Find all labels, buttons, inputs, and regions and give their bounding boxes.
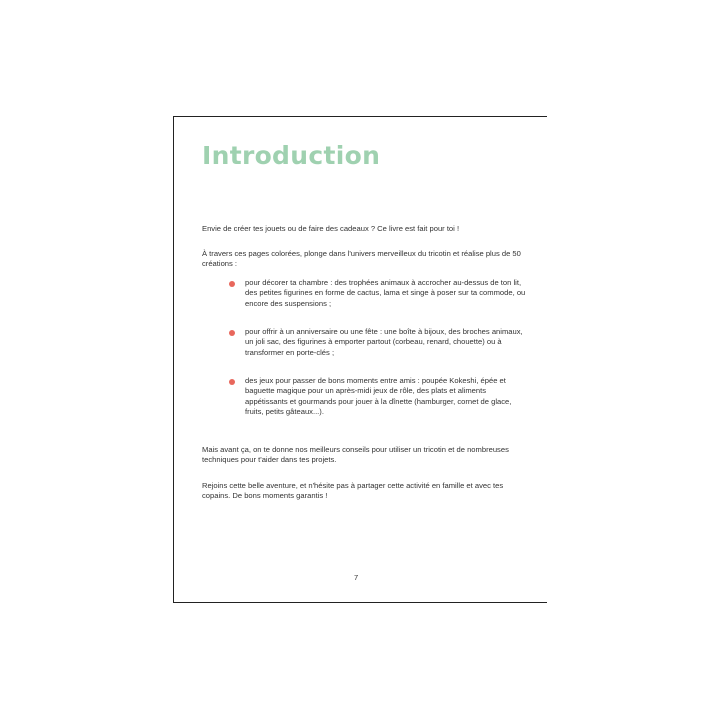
book-page (173, 116, 547, 603)
intro-paragraph: Envie de créer tes jouets ou de faire des cadeaux ? Ce livre est fait pour toi ! (202, 224, 460, 233)
list-item (245, 376, 529, 418)
list-item-text: pour décorer ta chambre : des trophées animaux à accrocher au-dessus de ton lit, des petites figurines en forme de cactus, lama et singe à poser sur ta commode, ou encore des suspensions ; (245, 278, 526, 308)
list-item (245, 278, 529, 309)
closing-paragraph: Rejoins cette belle aventure, et n'hésite pas à partager cette activité en famille et avec tes copains. De bons moments garantis ! (202, 481, 504, 501)
lead-paragraph: À travers ces pages colorées, plonge dans l'univers merveilleux du tricotin et réalise plus de 50 créations : (202, 249, 521, 269)
bullet-dot-icon (229, 379, 235, 385)
list-item-text: des jeux pour passer de bons moments entre amis : poupée Kokeshi, épée et baguette magique pour un après-midi jeux de rôle, des plats et aliments appétissants et gourmands pour jouer à la dînette (hamburger, cornet de glace, fruits, petits gâteaux...). (245, 376, 512, 417)
list-item-text: pour offrir à un anniversaire ou une fête : une boîte à bijoux, des broches animaux, un joli sac, des figurines à emporter partout (corbeau, renard, chouette) ou à transformer en porte-clés ; (245, 327, 523, 357)
bullet-dot-icon (229, 281, 235, 287)
page-title: Introduction (202, 141, 381, 170)
page-number: 7 (354, 573, 359, 582)
advice-paragraph: Mais avant ça, on te donne nos meilleurs conseils pour utiliser un tricotin et de nombreuses techniques pour t'aider dans tes projets. (202, 445, 509, 465)
list-item (245, 327, 529, 358)
bullet-dot-icon (229, 330, 235, 336)
